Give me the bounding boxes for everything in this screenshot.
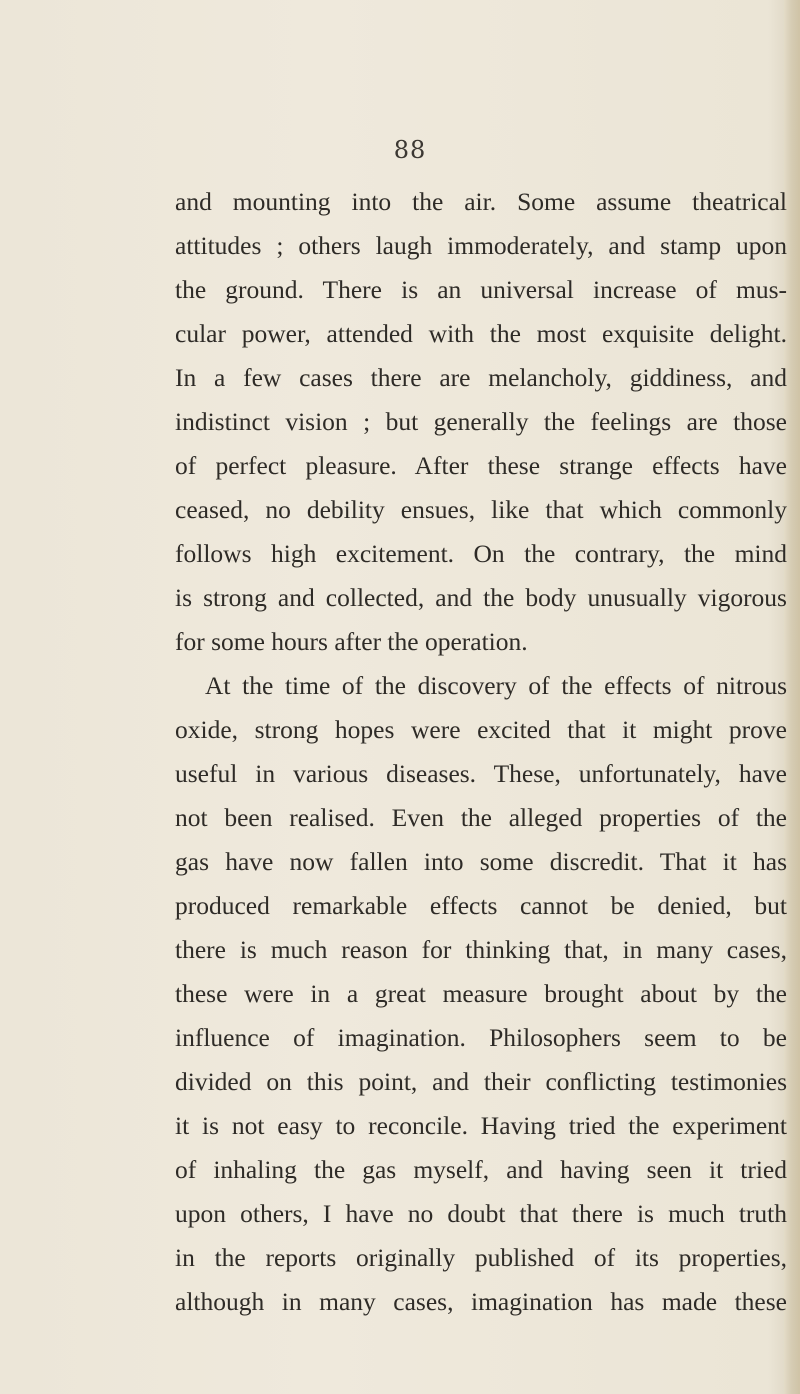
text-line: and mounting into the air. Some assume theatrical (175, 187, 787, 216)
text-line: cular power, attended with the most exquisite delight. (175, 319, 787, 348)
text-line: not been realised. Even the alleged properties of the (175, 803, 787, 832)
text-line: in the reports originally published of its properties, (175, 1243, 787, 1272)
text-line: influence of imagination. Philosophers seem to be (175, 1023, 787, 1052)
text-line: the ground. There is an universal increase of mus- (175, 275, 787, 304)
text-line: upon others, I have no doubt that there is much truth (175, 1199, 787, 1228)
text-line: although in many cases, imagination has made these (175, 1287, 787, 1316)
text-line: oxide, strong hopes were excited that it might prove (175, 715, 787, 744)
page-number: 88 (393, 136, 427, 164)
text-line: indistinct vision ; but generally the feelings are those (175, 407, 787, 436)
text-line: there is much reason for thinking that, in many cases, (175, 935, 787, 964)
text-line: In a few cases there are melancholy, giddiness, and (175, 363, 787, 392)
text-line: useful in various diseases. These, unfortunately, have (175, 759, 787, 788)
text-line: gas have now fallen into some discredit. That it has (175, 847, 787, 876)
text-line: ceased, no debility ensues, like that which commonly (175, 495, 787, 524)
text-line: attitudes ; others laugh immoderately, and stamp upon (175, 231, 787, 260)
text-line: is strong and collected, and the body unusually vigorous (175, 583, 787, 612)
text-line: divided on this point, and their conflicting testimonies (175, 1067, 787, 1096)
text-line: it is not easy to reconcile. Having tried the experiment (175, 1111, 787, 1140)
paragraph-first-line: At the time of the discovery of the effects of nitrous (205, 671, 787, 700)
text-line: of perfect pleasure. After these strange effects have (175, 451, 787, 480)
text-line: follows high excitement. On the contrary, the mind (175, 539, 787, 568)
text-line: for some hours after the operation. (175, 627, 528, 656)
text-line: produced remarkable effects cannot be denied, but (175, 891, 787, 920)
text-line: these were in a great measure brought about by the (175, 979, 787, 1008)
text-line: of inhaling the gas myself, and having seen it tried (175, 1155, 787, 1184)
